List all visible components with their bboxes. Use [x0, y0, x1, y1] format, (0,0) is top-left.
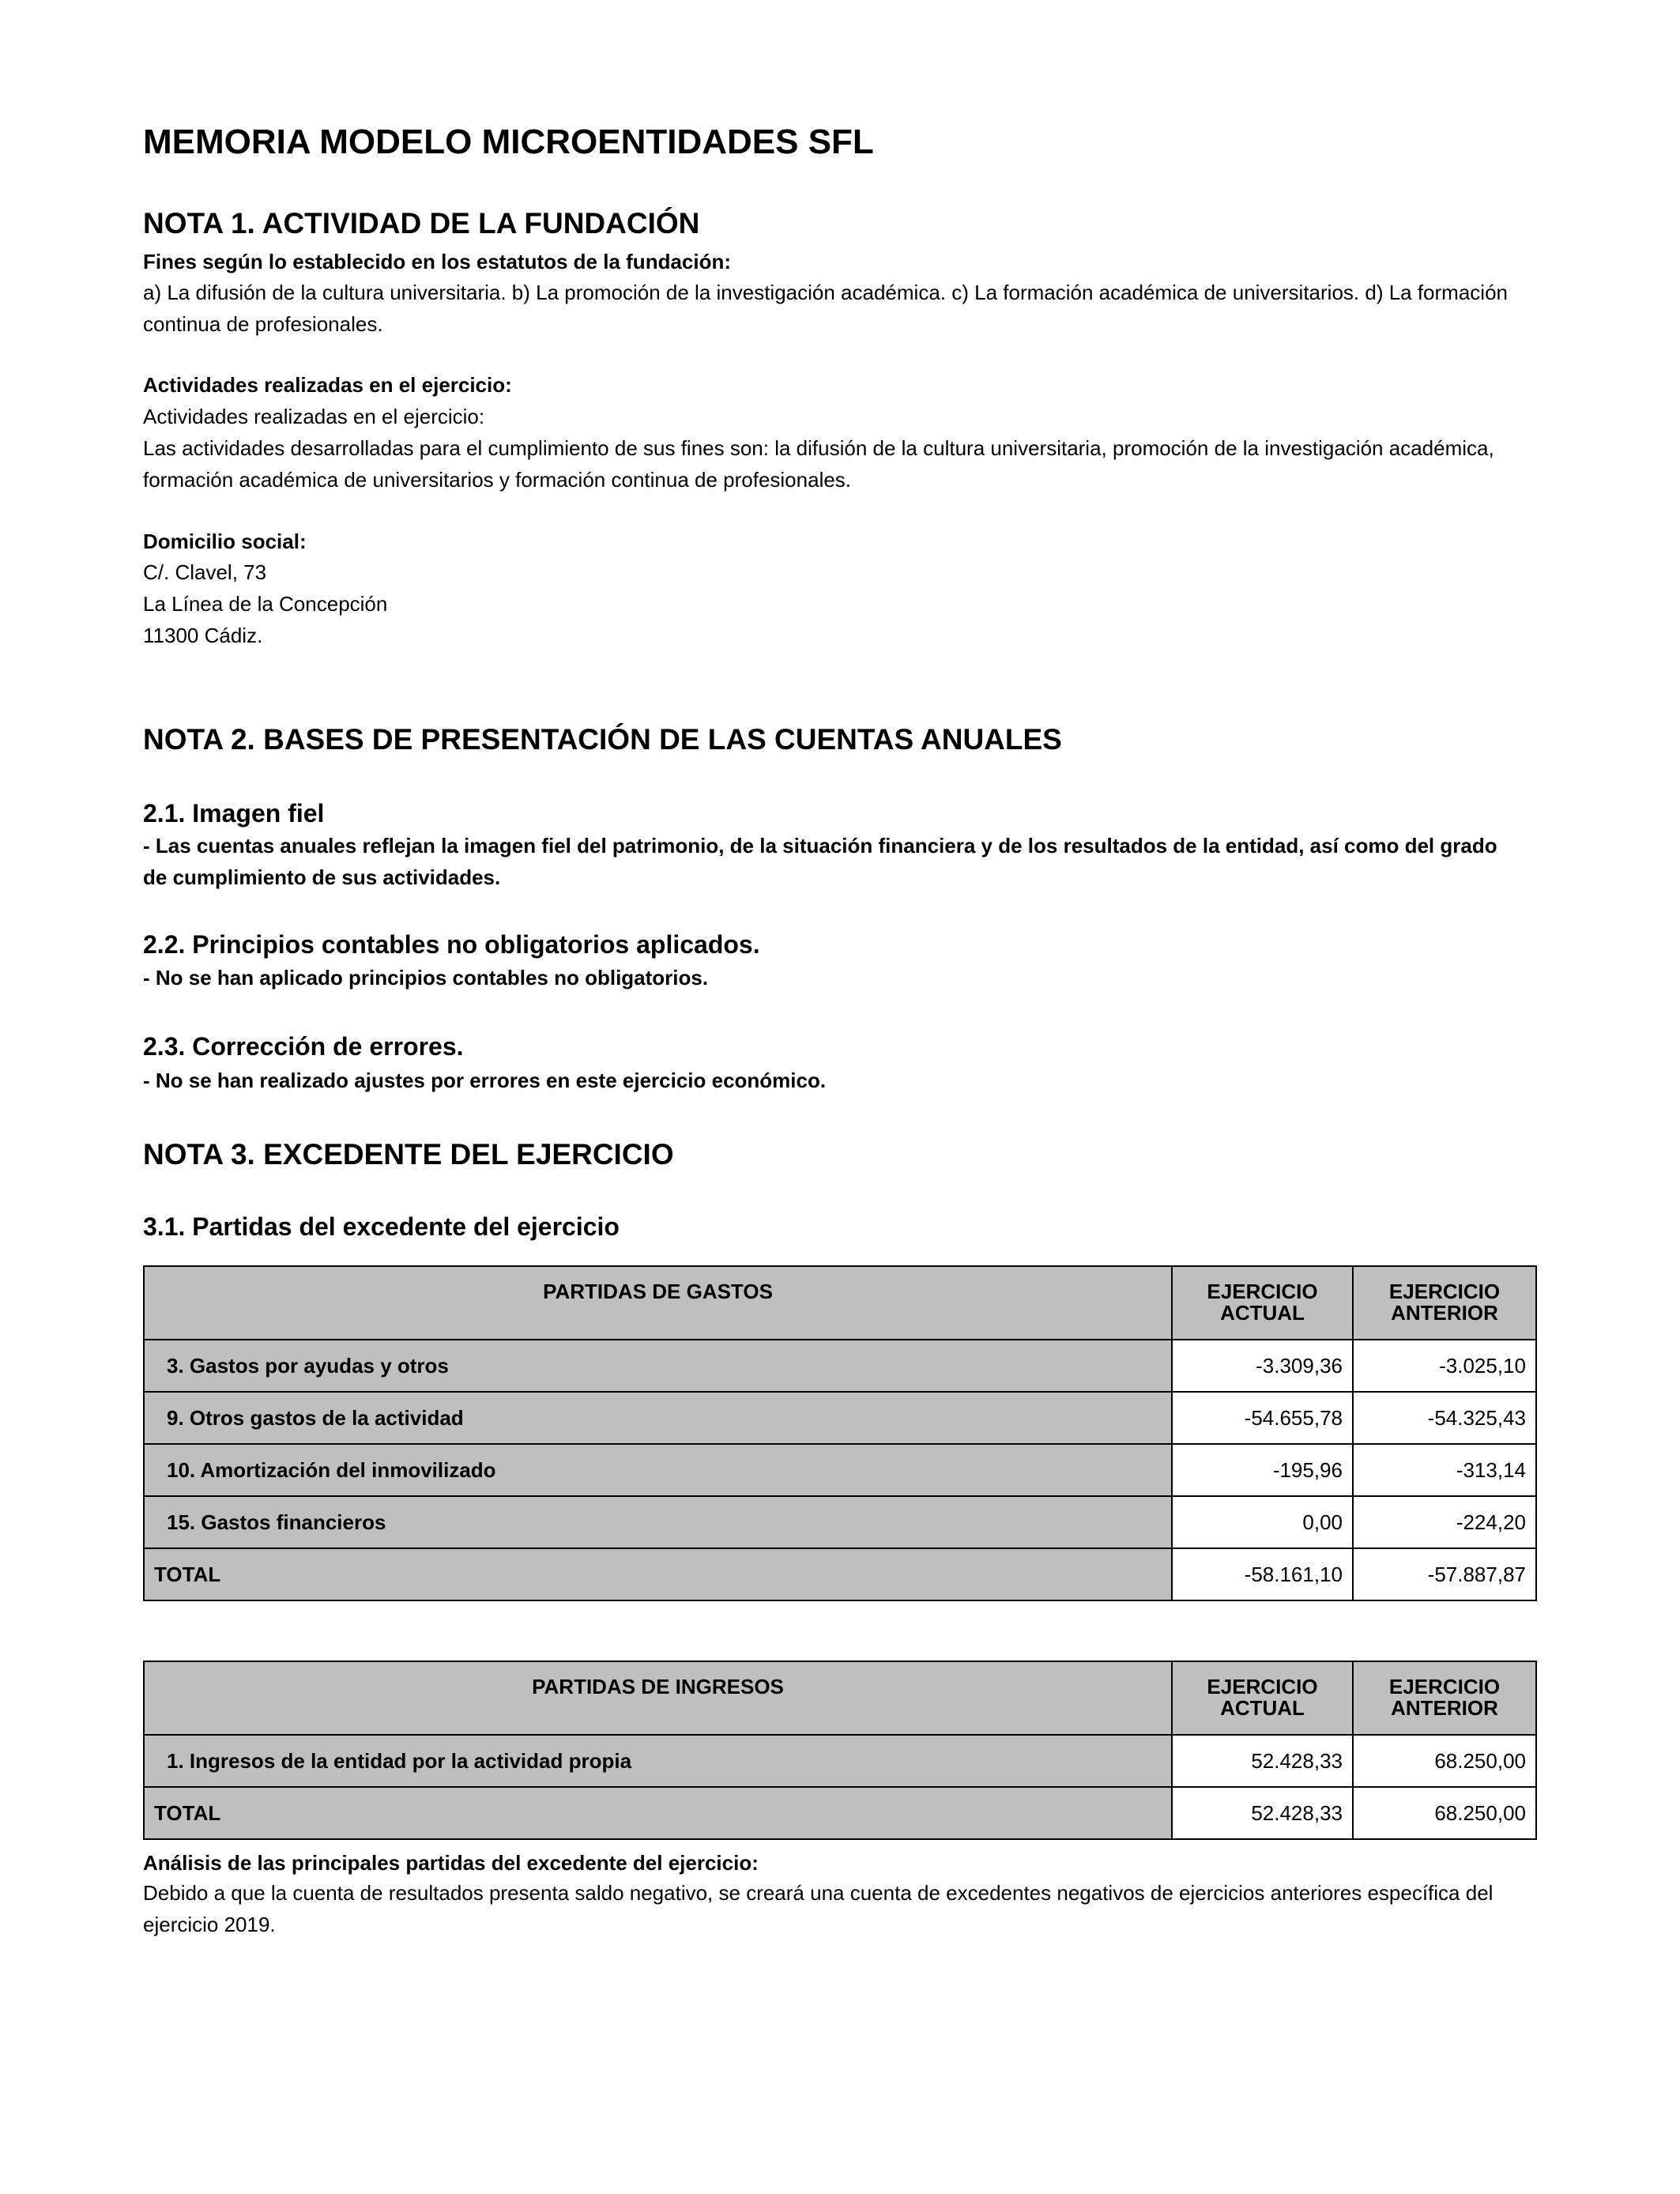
- total-anterior: 68.250,00: [1353, 1787, 1536, 1839]
- total-actual: -58.161,10: [1172, 1548, 1353, 1600]
- nota2-heading: NOTA 2. BASES DE PRESENTACIÓN DE LAS CUENTAS ANUALES: [143, 723, 1062, 756]
- table-total-row: [144, 1787, 1536, 1839]
- value-actual: -3.309,36: [1172, 1340, 1353, 1392]
- text-line: Las actividades desarrolladas para el cumplimiento de sus fines son: la difusión de la cultura universitaria, promoción de la investigación académica,: [143, 436, 1494, 460]
- row-label: 3. Gastos por ayudas y otros: [144, 1340, 1172, 1392]
- header-label: EJERCICIO: [1207, 1280, 1318, 1303]
- fines-label: Fines según lo establecido en los estatutos de la fundación:: [143, 250, 732, 273]
- table-header-row: [144, 1661, 1536, 1735]
- analisis-label: Análisis de las principales partidas del excedente del ejercicio:: [143, 1851, 759, 1875]
- text-line: ejercicio 2019.: [143, 1913, 276, 1936]
- table-row: [144, 1444, 1536, 1496]
- section-2-2-text: - No se han aplicado principios contables no obligatorios.: [143, 966, 709, 990]
- value-anterior: -313,14: [1353, 1444, 1536, 1496]
- text-line: formación académica de universitarios y formación continua de profesionales.: [143, 468, 852, 492]
- row-label: 1. Ingresos de la entidad por la actividad propia: [144, 1735, 1172, 1787]
- section-2-3-text: - No se han realizado ajustes por errores en este ejercicio económico.: [143, 1069, 827, 1092]
- column-header-actual: [1172, 1661, 1353, 1735]
- table-row: [144, 1340, 1536, 1392]
- header-label: ACTUAL: [1220, 1696, 1305, 1720]
- gastos-table: [143, 1265, 1537, 1601]
- actividades-text: [143, 401, 1535, 496]
- text-line: de cumplimiento de sus actividades.: [143, 865, 501, 889]
- text-line: - Las cuentas anuales reflejan la imagen fiel del patrimonio, de la situación financiera y de los resultados de la entidad, así como del grado: [143, 834, 1497, 858]
- value-actual: -195,96: [1172, 1444, 1353, 1496]
- table-row: [144, 1735, 1536, 1787]
- header-label: ACTUAL: [1220, 1301, 1305, 1325]
- table-row: [144, 1392, 1536, 1444]
- nota1-heading: NOTA 1. ACTIVIDAD DE LA FUNDACIÓN: [143, 207, 700, 239]
- column-header-actual: [1172, 1266, 1353, 1340]
- header-label: ANTERIOR: [1391, 1301, 1498, 1325]
- analisis-text: [143, 1877, 1535, 1940]
- address-line: 11300 Cádiz.: [143, 624, 263, 647]
- actividades-label: Actividades realizadas en el ejercicio:: [143, 373, 512, 397]
- total-anterior: -57.887,87: [1353, 1548, 1536, 1600]
- row-label: 15. Gastos financieros: [144, 1496, 1172, 1548]
- row-label: 9. Otros gastos de la actividad: [144, 1392, 1172, 1444]
- section-2-1-heading: 2.1. Imagen fiel: [143, 799, 325, 827]
- table-row: [144, 1496, 1536, 1548]
- section-3-1-heading: 3.1. Partidas del excedente del ejercicio: [143, 1212, 620, 1241]
- value-anterior: -54.325,43: [1353, 1392, 1536, 1444]
- section-2-2-heading: 2.2. Principios contables no obligatorios aplicados.: [143, 930, 760, 959]
- section-2-3-heading: 2.3. Corrección de errores.: [143, 1032, 464, 1061]
- value-actual: -54.655,78: [1172, 1392, 1353, 1444]
- text-line: continua de profesionales.: [143, 312, 383, 336]
- value-actual: 0,00: [1172, 1496, 1353, 1548]
- value-actual: 52.428,33: [1172, 1735, 1353, 1787]
- address-line: La Línea de la Concepción: [143, 592, 388, 616]
- column-header-anterior: [1353, 1661, 1536, 1735]
- row-label: 10. Amortización del inmovilizado: [144, 1444, 1172, 1496]
- header-label: EJERCICIO: [1388, 1675, 1501, 1698]
- total-label: TOTAL: [144, 1548, 1172, 1600]
- address-line: C/. Clavel, 73: [143, 560, 267, 584]
- ingresos-table: [143, 1661, 1537, 1840]
- domicilio-text: [143, 556, 1535, 651]
- text-line: Debido a que la cuenta de resultados presenta saldo negativo, se creará una cuenta de excedentes negativos de ejercicios anteriores específica del: [143, 1881, 1494, 1905]
- text-line: a) La difusión de la cultura universitaria. b) La promoción de la investigación académica. c) La formación académica de universitarios. d) La formación: [143, 281, 1508, 304]
- value-anterior: 68.250,00: [1353, 1735, 1536, 1787]
- value-anterior: -224,20: [1353, 1496, 1536, 1548]
- header-label: ANTERIOR: [1391, 1696, 1498, 1720]
- value-anterior: -3.025,10: [1353, 1340, 1536, 1392]
- column-header-anterior: [1353, 1266, 1536, 1340]
- section-2-1-text: [143, 830, 1535, 893]
- table-total-row: [144, 1548, 1536, 1600]
- header-label: EJERCICIO: [1388, 1280, 1501, 1303]
- total-actual: 52.428,33: [1172, 1787, 1353, 1839]
- column-header-partidas: [144, 1661, 1172, 1735]
- domicilio-label: Domicilio social:: [143, 530, 307, 553]
- text-line: Actividades realizadas en el ejercicio:: [143, 405, 485, 428]
- header-label: PARTIDAS DE INGRESOS: [532, 1675, 784, 1698]
- table-header-row: [144, 1266, 1536, 1340]
- column-header-partidas: [144, 1266, 1172, 1340]
- document-title: MEMORIA MODELO MICROENTIDADES SFL: [143, 123, 874, 161]
- total-label: TOTAL: [144, 1787, 1172, 1839]
- nota3-heading: NOTA 3. EXCEDENTE DEL EJERCICIO: [143, 1138, 674, 1171]
- fines-text: [143, 277, 1535, 340]
- header-label: PARTIDAS DE GASTOS: [543, 1280, 773, 1303]
- header-label: EJERCICIO: [1207, 1675, 1318, 1698]
